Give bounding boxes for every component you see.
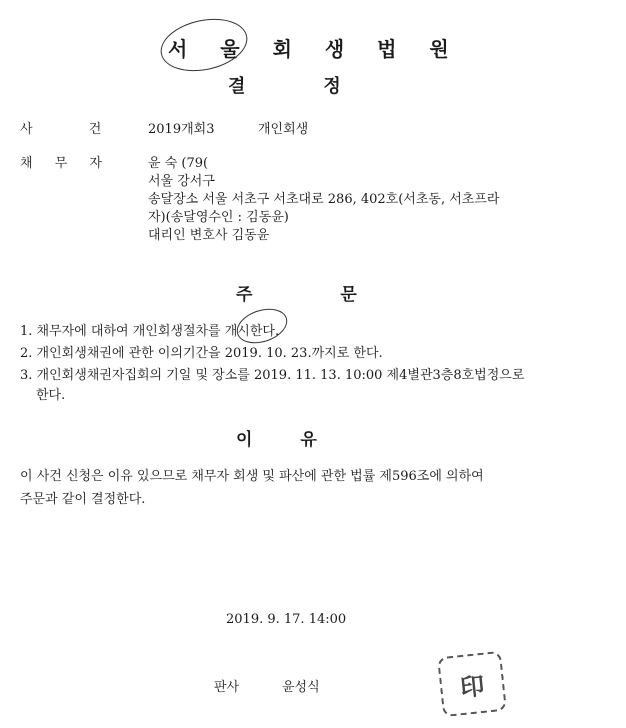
- court-name-circle: [156, 11, 252, 78]
- case-type: 개인회생: [258, 122, 309, 137]
- debtor-label: 채 무 자: [20, 156, 104, 171]
- debtor-name: 윤 숙 (79(: [148, 156, 209, 171]
- debtor-address: 서울 강서구: [148, 174, 215, 189]
- order-item-3-cont: 한다.: [36, 388, 66, 403]
- judge-title: 판사: [214, 680, 240, 695]
- case-label: 사 건: [20, 122, 104, 137]
- court-name: 서 울 회 생 법 원: [168, 37, 462, 61]
- reason-line2: 주문과 같이 결정한다.: [20, 492, 146, 507]
- case-number: 2019개회3: [148, 122, 215, 137]
- order-item-3: 3. 개인회생채권자집회의 기일 및 장소를 2019. 11. 13. 10:00 제4별관3층8호법정으로: [20, 368, 525, 383]
- reason-heading: 이유: [236, 430, 365, 450]
- delivery-address-line1: 송달장소 서울 서초구 서초대로 286, 402호(서초동, 서초프라: [148, 192, 500, 207]
- decision-date: 2019. 9. 17. 14:00: [226, 612, 347, 627]
- order-item-2: 2. 개인회생채권에 관한 이의기간을 2019. 10. 23.까지로 한다.: [20, 346, 383, 361]
- judge-seal: [437, 651, 507, 717]
- decision-title: 결정: [228, 76, 419, 97]
- order-heading: 주문: [236, 285, 445, 305]
- delivery-address-line2: 자)(송달영수인 : 김동윤): [148, 210, 289, 225]
- reason-line1: 이 사건 신청은 이유 있으므로 채무자 회생 및 파산에 관한 법률 제596조에 의하여: [20, 469, 484, 484]
- seal-glyph: 印: [458, 670, 486, 702]
- legal-agent: 대리인 변호사 김동윤: [148, 228, 270, 243]
- order-item-1: 1. 채무자에 대하여 개인회생절차를 개시한다.: [20, 324, 280, 339]
- judge-name: 윤성식: [282, 680, 320, 695]
